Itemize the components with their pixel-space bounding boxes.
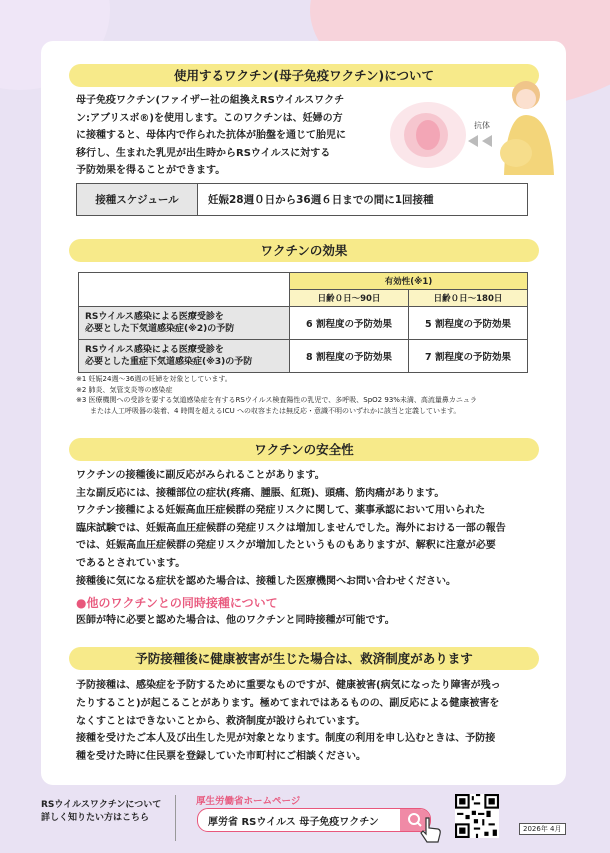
footnotes <box>76 374 546 416</box>
text-line: 接種を受けたご本人及び出生した児が対象となります。制度の利用を申し込むときは、予防接 <box>76 733 496 745</box>
text-line: 接種後に気になる症状を認めた場合は、接種した医療機関へお問い合わせください。 <box>76 575 456 587</box>
schedule-table <box>76 183 528 216</box>
text-line: 母子免疫ワクチン(ファイザー社の組換えRSウイルスワクチ <box>76 95 345 106</box>
section-title: 使用するワクチン(母子免疫ワクチン)について <box>69 64 539 87</box>
subsection-text: 医師が特に必要と認めた場合は、他のワクチンと同時接種が可能です。 <box>76 615 395 626</box>
search-query: 厚労省 RSウイルス 母子免疫ワクチン <box>208 817 379 828</box>
cell: 5 割程度の予防効果 <box>409 307 528 340</box>
search-box[interactable] <box>197 808 431 832</box>
cell: 6 割程度の予防効果 <box>290 307 409 340</box>
section-body <box>76 677 546 766</box>
text-line: 臨床試験では、妊娠高血圧症候群の発症リスクは増加しませんでした。海外における一部の報告 <box>76 522 506 534</box>
row-label <box>79 340 290 373</box>
schedule-value: 妊娠28週０日から36週６日までの間に1回接種 <box>198 184 528 216</box>
footnote: ※2 肺炎、気管支炎等の感染症 <box>76 385 173 394</box>
footnote: または人工呼吸器の装着、4 時間を超えるICU への収容または無反応・意識不明のいずれかに該当と定義しています。 <box>76 406 461 415</box>
row-label-line: RSウイルス感染による医療受診を <box>85 345 224 355</box>
effect-table <box>78 272 528 373</box>
text-line: 主な副反応には、接種部位の症状(疼痛、腫脹、紅斑)、頭痛、筋肉痛があります。 <box>76 487 445 499</box>
section-title: ワクチンの安全性 <box>69 438 539 461</box>
leaflet-card <box>41 41 566 785</box>
footer-info <box>41 799 161 825</box>
text-line: 予防接種は、感染症を予防するために重要なものですが、健康被害(病気になったり障害が残っ <box>76 680 501 691</box>
cell: 7 割程度の予防効果 <box>409 340 528 373</box>
table-corner <box>79 273 290 307</box>
pregnant-woman-illustration <box>386 75 556 175</box>
subsection-title: ●他のワクチンとの同時接種について <box>76 596 278 610</box>
section-body <box>76 92 396 180</box>
footer-line: RSウイルスワクチンについて <box>41 800 162 810</box>
pointer-hand-icon <box>418 816 444 844</box>
footnote: ※1 妊娠24週〜36週の妊婦を対象としています。 <box>76 375 232 383</box>
section-body <box>76 467 546 590</box>
schedule-header: 接種スケジュール <box>77 184 198 216</box>
cell: 8 割程度の予防効果 <box>290 340 409 373</box>
row-label <box>79 307 290 340</box>
section-title: 予防接種後に健康被害が生じた場合は、救済制度があります <box>69 647 539 670</box>
table-row <box>79 307 528 340</box>
divider <box>175 795 176 841</box>
effect-header: 有効性(※1) <box>290 273 528 290</box>
issue-date: 2026年 4月 <box>519 823 566 835</box>
footnote: ※3 医療機関への受診を要する気道感染症を有するRSウイルス検査陽性の乳児で、多呼吸、SpO2 93%未満、高流量鼻カニュラ <box>76 396 477 404</box>
table-row <box>79 340 528 373</box>
row-label-line: RSウイルス感染による医療受診を <box>85 312 224 322</box>
text-line: に接種すると、母体内で作られた抗体が胎盤を通じて胎児に <box>76 130 346 141</box>
text-line: たりすること)が起こることがあります。極めてまれではあるものの、副反応による健康被害を <box>76 697 500 709</box>
text-line: 予防効果を得ることができます。 <box>76 165 226 176</box>
text-line: ワクチン接種による妊娠高血圧症候群の発症リスクに関して、薬事承認において用いられた <box>76 505 486 517</box>
text-line: では、妊娠高血圧症候群の発症リスクが増加したというものもありますが、解釈に注意が必要 <box>76 540 496 552</box>
row-label-line: 必要とした重症下気道感染症(※3)の予防 <box>85 357 253 367</box>
col-header: 日齢０日〜90日 <box>290 290 409 307</box>
antibody-label: 抗体 <box>474 121 490 130</box>
text-line: なくすことはできないことから、救済制度が設けられています。 <box>76 715 366 727</box>
text-line: ン:アブリスボ®)を使用します。このワクチンは、妊婦の方 <box>76 112 343 124</box>
section-title: ワクチンの効果 <box>69 239 539 262</box>
col-header: 日齢０日〜180日 <box>409 290 528 307</box>
text-line: であるとされています。 <box>76 557 186 569</box>
row-label-line: 必要とした下気道感染症(※2)の予防 <box>85 324 235 334</box>
site-label: 厚生労働省ホームページ <box>196 796 301 807</box>
text-line: 移行し、生まれた乳児が出生時からRSウイルスに対する <box>76 147 331 159</box>
text-line: 種を受けた時に住民票を登録していた市町村にご相談ください。 <box>76 751 366 763</box>
qr-code[interactable] <box>455 794 499 838</box>
text-line: ワクチンの接種後に副反応がみられることがあります。 <box>76 470 325 481</box>
footer-line: 詳しく知りたい方はこちら <box>41 813 150 823</box>
